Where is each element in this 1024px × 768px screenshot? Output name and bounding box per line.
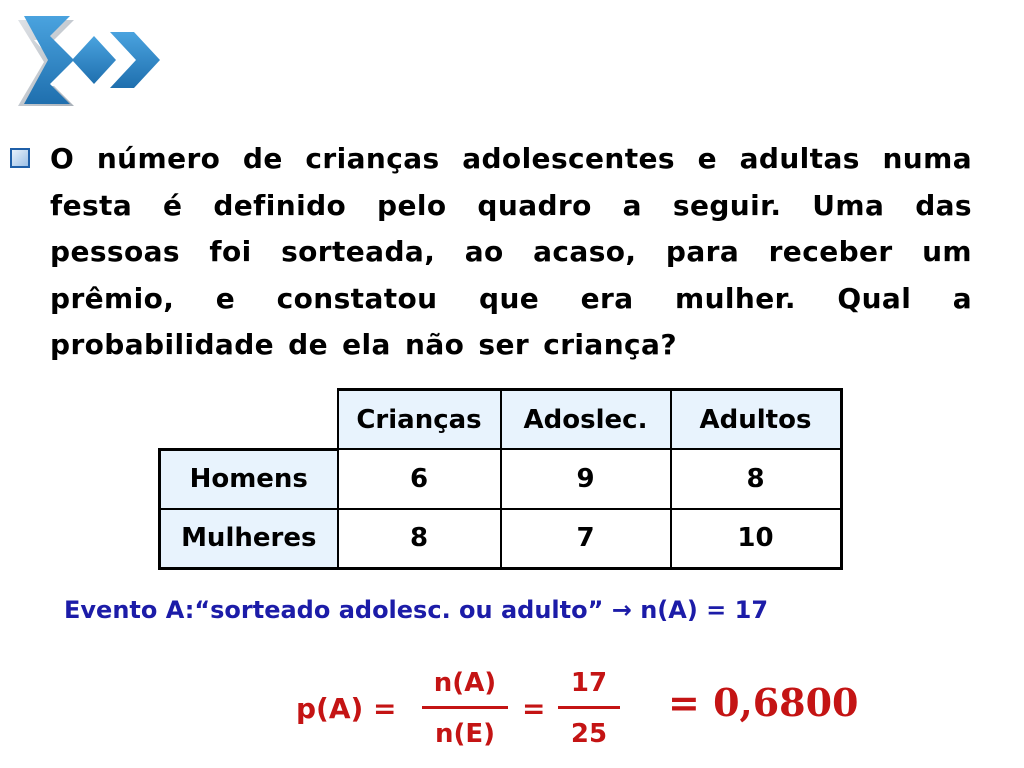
logo-icon [14, 10, 164, 114]
fraction-numerator: 17 [570, 668, 608, 698]
fraction-denominator: n(E) [434, 719, 496, 749]
formula-lhs: p(A) = [296, 692, 397, 725]
event-definition: Evento A:“sorteado adolesc. ou adulto” → n(A) = 17 [64, 596, 769, 624]
table-cell: 9 [501, 449, 671, 509]
equals-sign: = [522, 692, 546, 725]
fraction-n [422, 666, 508, 751]
table-cell: 8 [338, 509, 501, 569]
row-header: Homens [160, 449, 338, 509]
table-cell: 7 [501, 509, 671, 569]
question-text: O número de crianças adolescentes e adultas numa festa é definido pelo quadro a seguir. Uma das pessoas foi sorteada, ao acaso, para receber um prêmio, e constatou que era mulher. Qual a probabilidade de ela não ser criança? [50, 142, 972, 361]
table-header-row [160, 390, 842, 450]
column-header: Crianças [338, 390, 501, 450]
fraction-values [558, 666, 620, 751]
checkbox-bullet-icon [10, 148, 30, 168]
question-block [10, 136, 972, 369]
probability-formula [296, 664, 876, 760]
fraction-numerator: n(A) [433, 668, 497, 698]
row-header: Mulheres [160, 509, 338, 569]
formula-result: = 0,6800 [668, 680, 859, 725]
table-row [160, 509, 842, 569]
table-cell: 10 [671, 509, 842, 569]
table-row [160, 449, 842, 509]
fraction-bar [558, 706, 620, 709]
fraction-denominator: 25 [570, 719, 608, 749]
column-header: Adultos [671, 390, 842, 450]
table-corner [160, 390, 338, 450]
table-cell: 8 [671, 449, 842, 509]
table-cell: 6 [338, 449, 501, 509]
column-header: Adoslec. [501, 390, 671, 450]
data-table [158, 388, 843, 570]
fraction-bar [422, 706, 508, 709]
